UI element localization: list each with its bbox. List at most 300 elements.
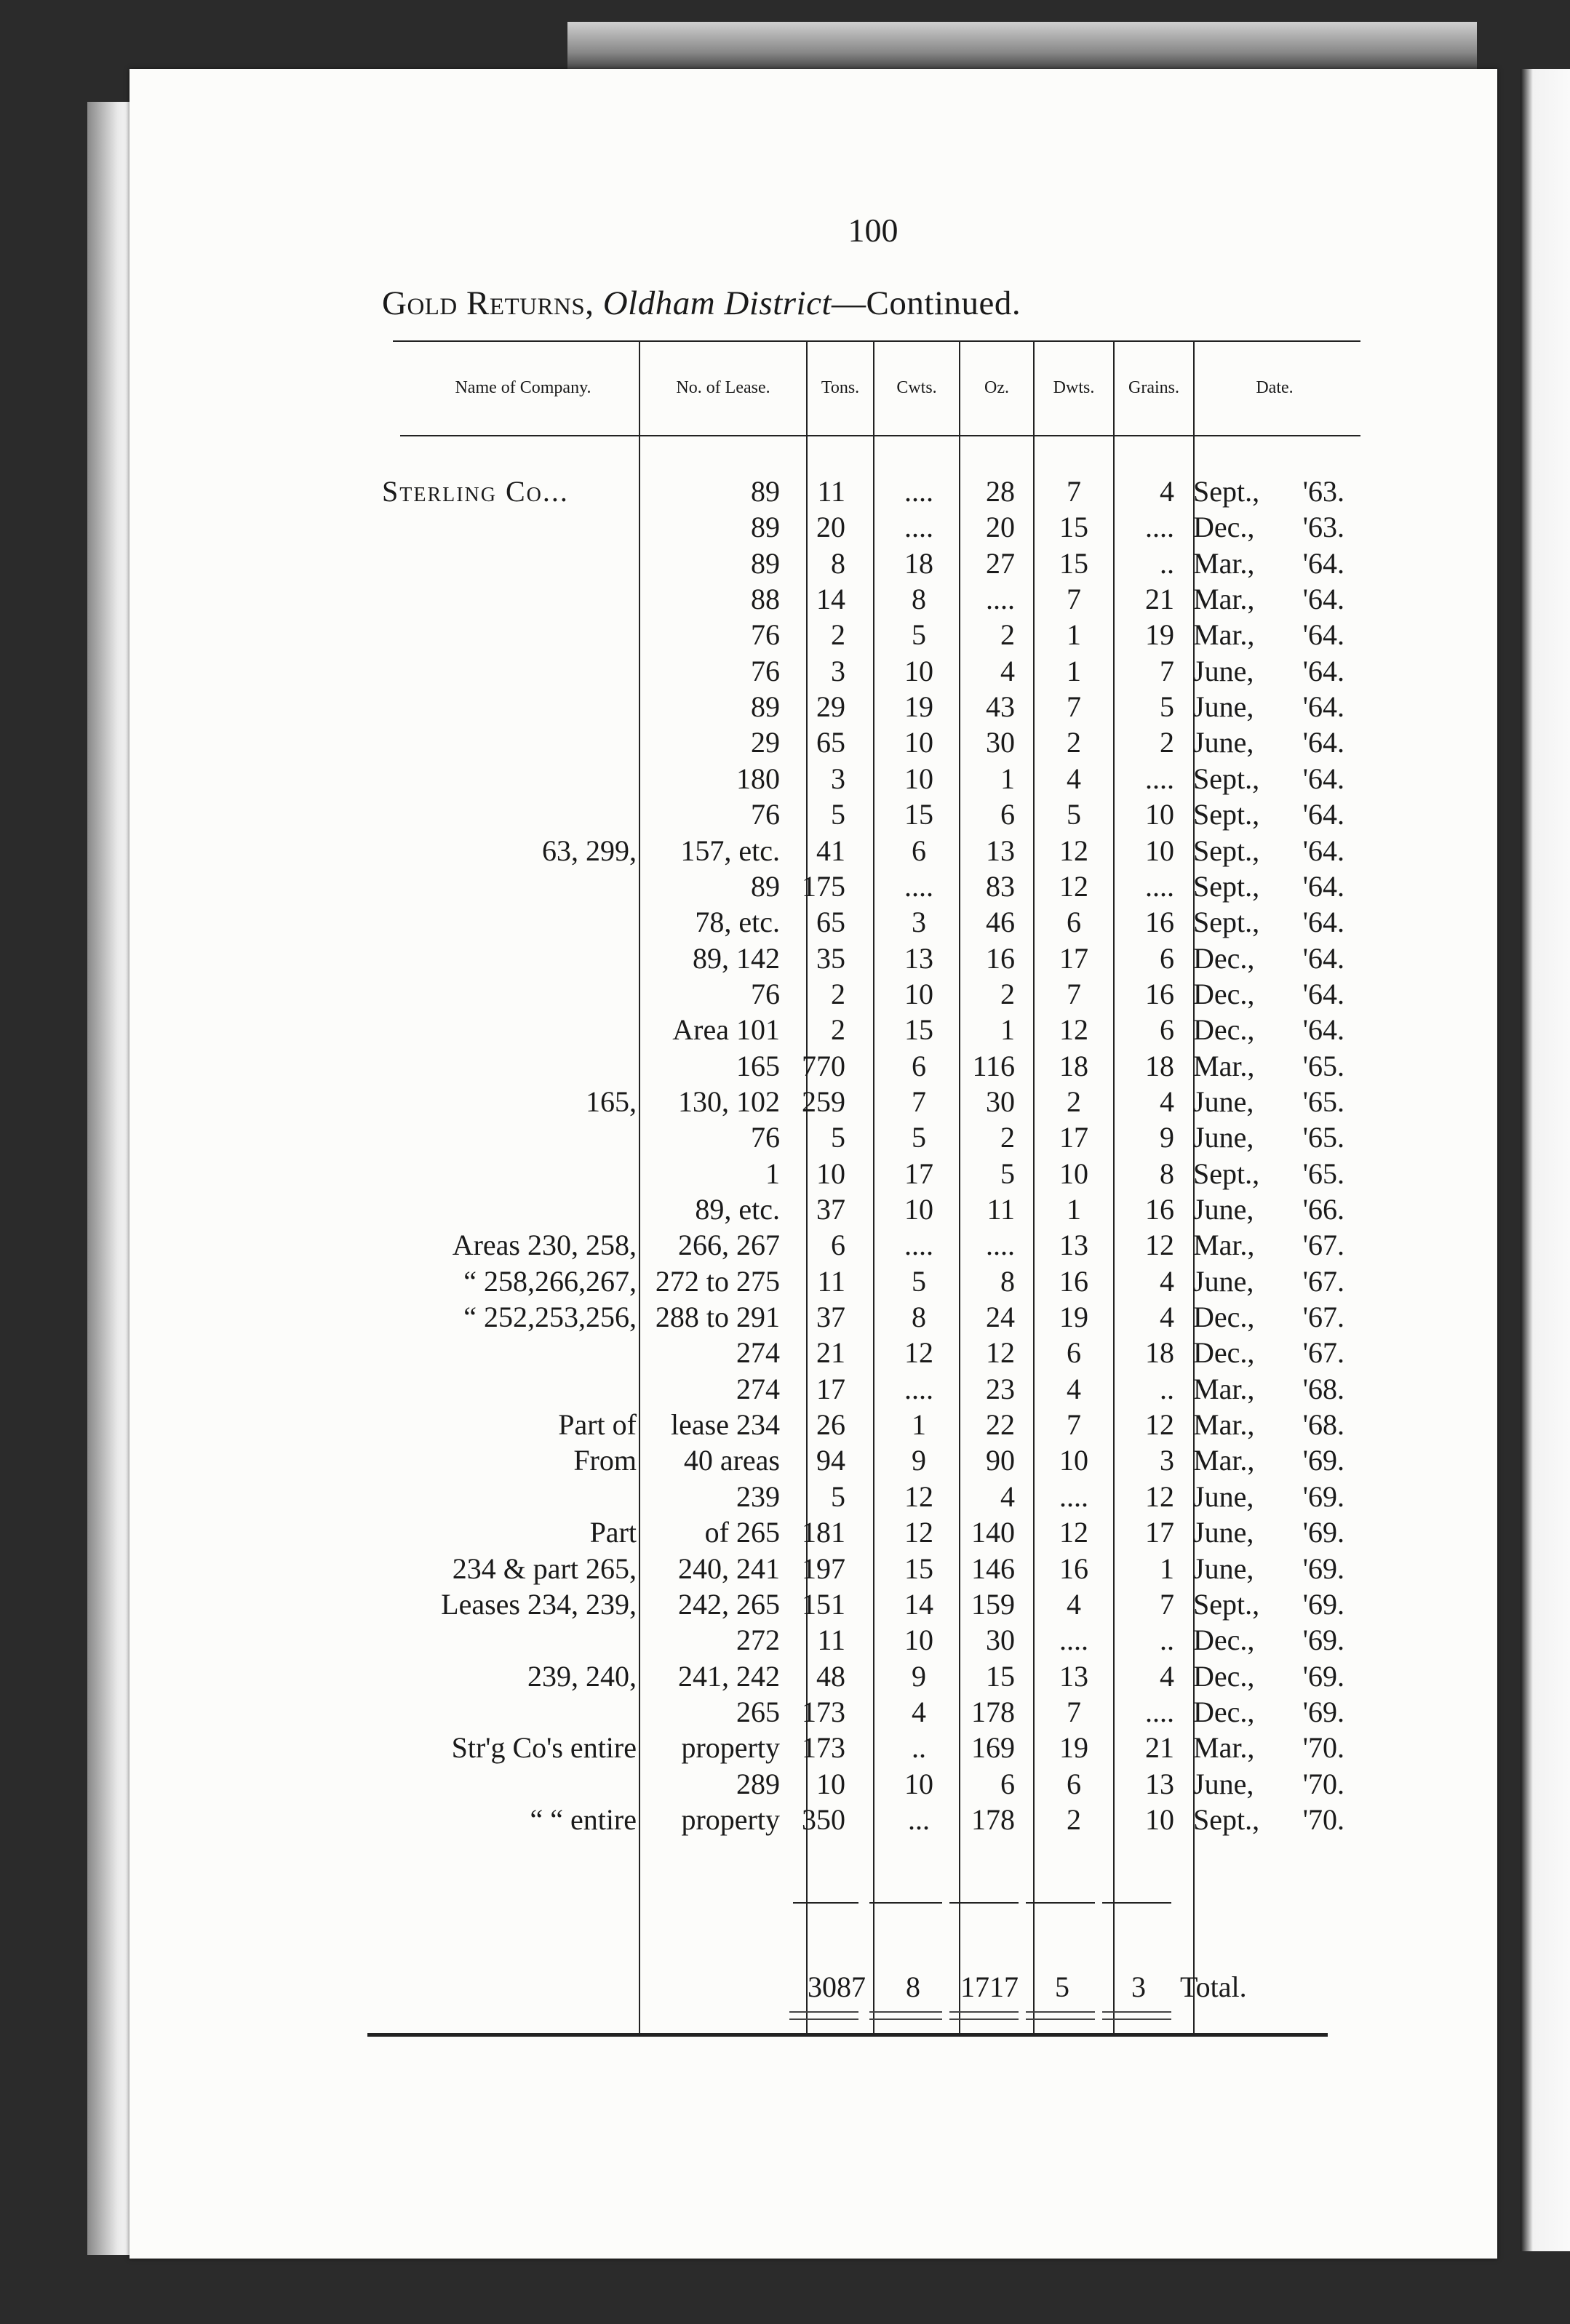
cell-tons: 11 xyxy=(817,475,845,508)
cell-cwts: 6 xyxy=(912,834,926,867)
cell-lease: 272 to 275 xyxy=(655,1264,780,1298)
cell-lease: 89, etc. xyxy=(695,1193,780,1226)
cell-cwts: 8 xyxy=(912,583,926,616)
header-bottom-rule xyxy=(400,435,1360,436)
cell-dwts: 6 xyxy=(1067,906,1081,939)
cell-oz: .... xyxy=(986,1229,1015,1262)
cell-cwts: ... xyxy=(908,1802,930,1836)
cell-oz: 13 xyxy=(986,834,1015,867)
total-label: Total. xyxy=(1180,1970,1247,2003)
cell-tons: 8 xyxy=(831,546,845,580)
cell-month: Dec., xyxy=(1193,1336,1255,1370)
cell-tons: 6 xyxy=(831,1229,845,1262)
cell-lease: 76 xyxy=(751,798,780,831)
cell-month: Mar., xyxy=(1193,1731,1255,1765)
cell-dwts: 15 xyxy=(1059,546,1088,580)
cell-cwts: 12 xyxy=(904,1516,933,1549)
cell-tons: 5 xyxy=(831,1480,845,1513)
cell-lease: 76 xyxy=(751,618,780,652)
cell-grains: 19 xyxy=(1145,618,1174,652)
cell-tons: 173 xyxy=(802,1695,845,1728)
cell-grains: 1 xyxy=(1160,1552,1174,1585)
cell-cwts: 10 xyxy=(904,1193,933,1226)
cell-grains: 17 xyxy=(1145,1516,1174,1549)
cell-grains: 9 xyxy=(1160,1121,1174,1154)
cell-oz: 30 xyxy=(986,1085,1015,1118)
cell-month: Mar., xyxy=(1193,1372,1255,1405)
cell-lease: 180 xyxy=(736,762,780,795)
cell-year: '69. xyxy=(1302,1587,1344,1621)
sum-rule xyxy=(793,1902,858,1904)
header-company: Name of Company. xyxy=(455,378,591,397)
cell-dwts: 1 xyxy=(1067,618,1081,652)
cell-year: '69. xyxy=(1302,1480,1344,1513)
cell-cwts: 10 xyxy=(904,654,933,687)
cell-grains: 12 xyxy=(1145,1480,1174,1513)
cell-year: '64. xyxy=(1302,726,1344,759)
cell-cwts: .... xyxy=(904,1229,933,1262)
page-edge xyxy=(87,102,131,2255)
cell-year: '67. xyxy=(1302,1336,1344,1370)
cell-year: '70. xyxy=(1302,1731,1344,1765)
cell-oz: 6 xyxy=(1000,1767,1015,1800)
total-dwts: 5 xyxy=(1055,1970,1069,2003)
sum-rule xyxy=(1026,1902,1095,1904)
header-tons: Tons. xyxy=(821,378,860,397)
cell-month: June, xyxy=(1193,1193,1254,1226)
cell-cwts: .... xyxy=(904,511,933,544)
cell-lease: 89 xyxy=(751,546,780,580)
cell-company: Leases 234, 239, xyxy=(441,1587,637,1621)
cell-dwts: 12 xyxy=(1059,869,1088,903)
cell-tons: 17 xyxy=(816,1372,845,1405)
cell-cwts: 10 xyxy=(904,762,933,795)
cell-year: '63. xyxy=(1302,511,1344,544)
cell-cwts: 10 xyxy=(904,977,933,1010)
total-cwts: 8 xyxy=(906,1970,920,2003)
total-double-rule xyxy=(1102,2011,1171,2020)
cell-oz: 90 xyxy=(986,1444,1015,1477)
cell-oz: 2 xyxy=(1000,618,1015,652)
cell-cwts: 12 xyxy=(904,1336,933,1370)
cell-dwts: 10 xyxy=(1059,1444,1088,1477)
cell-month: June, xyxy=(1193,1264,1254,1298)
bottom-rule xyxy=(367,2033,1328,2037)
cell-year: '69. xyxy=(1302,1695,1344,1728)
cell-year: '64. xyxy=(1302,546,1344,580)
cell-month: Sept., xyxy=(1193,798,1260,831)
cell-year: '68. xyxy=(1302,1372,1344,1405)
cell-tons: 37 xyxy=(816,1301,845,1334)
cell-grains: 7 xyxy=(1160,1587,1174,1621)
cell-lease: 157, etc. xyxy=(680,834,780,867)
cell-grains: 3 xyxy=(1160,1444,1174,1477)
cell-cwts: .... xyxy=(904,869,933,903)
cell-dwts: 13 xyxy=(1059,1659,1088,1693)
total-double-rule xyxy=(949,2011,1019,2020)
cell-month: June, xyxy=(1193,1121,1254,1154)
cell-month: Dec., xyxy=(1193,1659,1255,1693)
cell-lease: 88 xyxy=(751,583,780,616)
cell-dwts: 7 xyxy=(1067,977,1081,1010)
cell-tons: 14 xyxy=(816,583,845,616)
cell-year: '64. xyxy=(1302,798,1344,831)
cell-grains: 16 xyxy=(1145,1193,1174,1226)
cell-grains: .... xyxy=(1145,511,1174,544)
cell-lease: of 265 xyxy=(704,1516,780,1549)
cell-year: '68. xyxy=(1302,1408,1344,1442)
total-tons: 3087 xyxy=(808,1970,866,2003)
cell-dwts: 7 xyxy=(1067,583,1081,616)
cell-year: '64. xyxy=(1302,906,1344,939)
total-oz: 1717 xyxy=(960,1970,1019,2003)
cell-dwts: 16 xyxy=(1059,1552,1088,1585)
cell-dwts: 4 xyxy=(1067,1372,1081,1405)
cell-year: '67. xyxy=(1302,1264,1344,1298)
column-divider xyxy=(873,342,874,2033)
cell-company: “ 252,253,256, xyxy=(463,1301,637,1334)
cell-company: Part xyxy=(589,1516,637,1549)
cell-lease: 29 xyxy=(751,726,780,759)
cell-company: “ “ entire xyxy=(530,1802,637,1836)
page-number: 100 xyxy=(848,212,898,249)
cell-lease: 89 xyxy=(751,475,780,508)
cell-company: 165, xyxy=(586,1085,637,1118)
cell-year: '64. xyxy=(1302,941,1344,975)
header-dwts: Dwts. xyxy=(1053,378,1095,397)
cell-oz: 12 xyxy=(986,1336,1015,1370)
cell-lease: 40 areas xyxy=(683,1444,780,1477)
total-double-rule xyxy=(869,2011,942,2020)
sum-rule xyxy=(869,1902,942,1904)
cell-oz: 15 xyxy=(986,1659,1015,1693)
cell-lease: 76 xyxy=(751,1121,780,1154)
cell-cwts: 18 xyxy=(904,546,933,580)
cell-oz: 30 xyxy=(986,726,1015,759)
cell-year: '64. xyxy=(1302,762,1344,795)
cell-lease: 241, 242 xyxy=(678,1659,780,1693)
cell-lease: 289 xyxy=(736,1767,780,1800)
cell-month: Sept., xyxy=(1193,1157,1260,1190)
cell-tons: 10 xyxy=(816,1767,845,1800)
cell-tons: 65 xyxy=(816,906,845,939)
cell-year: '70. xyxy=(1302,1802,1344,1836)
cell-month: Sept., xyxy=(1193,762,1260,795)
cell-oz: 5 xyxy=(1000,1157,1015,1190)
cell-grains: .... xyxy=(1145,869,1174,903)
cell-dwts: .... xyxy=(1059,1480,1088,1513)
cell-dwts: 12 xyxy=(1059,1516,1088,1549)
cell-oz: 4 xyxy=(1000,1480,1015,1513)
cell-oz: 4 xyxy=(1000,654,1015,687)
cell-dwts: 17 xyxy=(1059,941,1088,975)
cell-grains: .... xyxy=(1145,762,1174,795)
cell-tons: 48 xyxy=(816,1659,845,1693)
cell-grains: .. xyxy=(1160,1372,1174,1405)
cell-year: '64. xyxy=(1302,977,1344,1010)
cell-company: Str'g Co's entire xyxy=(451,1731,637,1765)
cell-cwts: 10 xyxy=(904,1624,933,1657)
cell-oz: 23 xyxy=(986,1372,1015,1405)
cell-grains: 18 xyxy=(1145,1336,1174,1370)
cell-dwts: 17 xyxy=(1059,1121,1088,1154)
cell-grains: 10 xyxy=(1145,1802,1174,1836)
cell-grains: 12 xyxy=(1145,1229,1174,1262)
cell-month: Mar., xyxy=(1193,1049,1255,1082)
cell-company: Areas 230, 258, xyxy=(452,1229,637,1262)
cell-oz: 20 xyxy=(986,511,1015,544)
cell-year: '65. xyxy=(1302,1085,1344,1118)
cell-month: Dec., xyxy=(1193,1624,1255,1657)
title-prefix: Gold Returns, xyxy=(382,284,594,322)
cell-month: Sept., xyxy=(1193,1587,1260,1621)
cell-grains: 8 xyxy=(1160,1157,1174,1190)
cell-grains: 13 xyxy=(1145,1767,1174,1800)
cell-lease: 89, 142 xyxy=(693,941,780,975)
cell-month: June, xyxy=(1193,654,1254,687)
cell-grains: .. xyxy=(1160,546,1174,580)
cell-oz: 83 xyxy=(986,869,1015,903)
cell-grains: 5 xyxy=(1160,690,1174,724)
cell-cwts: 5 xyxy=(912,1121,926,1154)
cell-tons: 770 xyxy=(802,1049,845,1082)
cell-cwts: 13 xyxy=(904,941,933,975)
cell-year: '63. xyxy=(1302,475,1344,508)
cell-cwts: 5 xyxy=(912,1264,926,1298)
cell-cwts: .. xyxy=(912,1731,926,1765)
cell-cwts: 9 xyxy=(912,1659,926,1693)
cell-year: '65. xyxy=(1302,1157,1344,1190)
cell-cwts: 6 xyxy=(912,1049,926,1082)
cell-lease: 240, 241 xyxy=(678,1552,780,1585)
cell-company: Sterling Co... xyxy=(382,475,569,508)
cell-tons: 3 xyxy=(831,654,845,687)
cell-tons: 350 xyxy=(802,1802,845,1836)
cell-cwts: 10 xyxy=(904,726,933,759)
cell-dwts: 15 xyxy=(1059,511,1088,544)
cell-lease: property xyxy=(681,1802,780,1836)
cell-tons: 3 xyxy=(831,762,845,795)
cell-dwts: 1 xyxy=(1067,1193,1081,1226)
cell-grains: 16 xyxy=(1145,977,1174,1010)
cell-dwts: 7 xyxy=(1067,690,1081,724)
cell-year: '66. xyxy=(1302,1193,1344,1226)
total-grains: 3 xyxy=(1131,1970,1146,2003)
cell-tons: 151 xyxy=(802,1587,845,1621)
cell-dwts: 12 xyxy=(1059,834,1088,867)
header-grains: Grains. xyxy=(1128,378,1179,397)
cell-tons: 11 xyxy=(817,1624,845,1657)
cell-grains: 12 xyxy=(1145,1408,1174,1442)
cell-lease: 165 xyxy=(736,1049,780,1082)
cell-lease: 266, 267 xyxy=(678,1229,780,1262)
cell-month: Dec., xyxy=(1193,1013,1255,1047)
cell-dwts: 4 xyxy=(1067,1587,1081,1621)
cell-tons: 181 xyxy=(802,1516,845,1549)
cell-oz: 6 xyxy=(1000,798,1015,831)
cell-dwts: 5 xyxy=(1067,798,1081,831)
cell-lease: 272 xyxy=(736,1624,780,1657)
cell-month: Mar., xyxy=(1193,1229,1255,1262)
cell-grains: 4 xyxy=(1160,475,1174,508)
cell-month: Sept., xyxy=(1193,906,1260,939)
cell-month: Dec., xyxy=(1193,511,1255,544)
cell-year: '65. xyxy=(1302,1049,1344,1082)
cell-cwts: 10 xyxy=(904,1767,933,1800)
cell-lease: 89 xyxy=(751,690,780,724)
cell-cwts: 8 xyxy=(912,1301,926,1334)
cell-cwts: 12 xyxy=(904,1480,933,1513)
cell-tons: 10 xyxy=(816,1157,845,1190)
cell-company: 63, 299, xyxy=(542,834,637,867)
cell-oz: 2 xyxy=(1000,977,1015,1010)
cell-lease: 265 xyxy=(736,1695,780,1728)
cell-tons: 26 xyxy=(816,1408,845,1442)
cell-grains: 21 xyxy=(1145,583,1174,616)
cell-year: '64. xyxy=(1302,869,1344,903)
cell-oz: 30 xyxy=(986,1624,1015,1657)
cell-grains: 16 xyxy=(1145,906,1174,939)
cell-month: June, xyxy=(1193,1085,1254,1118)
cell-grains: 21 xyxy=(1145,1731,1174,1765)
cell-company: Part of xyxy=(558,1408,637,1442)
cell-tons: 65 xyxy=(816,726,845,759)
cell-year: '67. xyxy=(1302,1301,1344,1334)
cell-month: Dec., xyxy=(1193,1301,1255,1334)
cell-grains: 4 xyxy=(1160,1659,1174,1693)
cell-cwts: 15 xyxy=(904,798,933,831)
total-double-rule xyxy=(1026,2011,1095,2020)
cell-cwts: 5 xyxy=(912,618,926,652)
cell-year: '64. xyxy=(1302,834,1344,867)
cell-lease: lease 234 xyxy=(671,1408,780,1442)
cell-year: '64. xyxy=(1302,618,1344,652)
cell-tons: 5 xyxy=(831,798,845,831)
cell-dwts: 18 xyxy=(1059,1049,1088,1082)
cell-month: June, xyxy=(1193,1480,1254,1513)
cell-oz: 169 xyxy=(971,1731,1015,1765)
cell-dwts: 2 xyxy=(1067,1802,1081,1836)
header-cwts: Cwts. xyxy=(896,378,937,397)
total-double-rule xyxy=(789,2011,858,2020)
cell-oz: 2 xyxy=(1000,1121,1015,1154)
cell-oz: 22 xyxy=(986,1408,1015,1442)
cell-cwts: 15 xyxy=(904,1013,933,1047)
cell-cwts: 9 xyxy=(912,1444,926,1477)
next-page-edge xyxy=(1521,69,1570,2251)
cell-month: Sept., xyxy=(1193,475,1260,508)
cell-lease: 89 xyxy=(751,511,780,544)
cell-oz: .... xyxy=(986,583,1015,616)
title-suffix: —Continued. xyxy=(832,284,1021,322)
cell-year: '69. xyxy=(1302,1516,1344,1549)
cell-year: '64. xyxy=(1302,690,1344,724)
cell-lease: 242, 265 xyxy=(678,1587,780,1621)
cell-company: “ 258,266,267, xyxy=(463,1264,637,1298)
cell-year: '64. xyxy=(1302,654,1344,687)
cell-oz: 146 xyxy=(971,1552,1015,1585)
cell-dwts: 13 xyxy=(1059,1229,1088,1262)
cell-dwts: 2 xyxy=(1067,726,1081,759)
cell-year: '64. xyxy=(1302,1013,1344,1047)
title-district: Oldham District xyxy=(602,284,832,322)
cell-dwts: 7 xyxy=(1067,1408,1081,1442)
cell-month: Sept., xyxy=(1193,834,1260,867)
cell-cwts: 7 xyxy=(912,1085,926,1118)
cell-grains: 7 xyxy=(1160,654,1174,687)
cell-month: Sept., xyxy=(1193,869,1260,903)
header-top-rule xyxy=(393,340,1360,342)
cell-tons: 173 xyxy=(802,1731,845,1765)
sum-rule xyxy=(949,1902,1019,1904)
cell-lease: 76 xyxy=(751,654,780,687)
cell-oz: 159 xyxy=(971,1587,1015,1621)
cell-grains: .. xyxy=(1160,1624,1174,1657)
cell-tons: 21 xyxy=(816,1336,845,1370)
cell-lease: 130, 102 xyxy=(678,1085,780,1118)
cell-year: '69. xyxy=(1302,1624,1344,1657)
cell-tons: 37 xyxy=(816,1193,845,1226)
cell-month: Dec., xyxy=(1193,977,1255,1010)
cell-dwts: 4 xyxy=(1067,762,1081,795)
header-lease: No. of Lease. xyxy=(676,378,770,397)
cell-year: '65. xyxy=(1302,1121,1344,1154)
cell-grains: 4 xyxy=(1160,1264,1174,1298)
cell-tons: 2 xyxy=(831,977,845,1010)
cell-oz: 178 xyxy=(971,1695,1015,1728)
cell-oz: 24 xyxy=(986,1301,1015,1334)
cell-oz: 11 xyxy=(987,1193,1015,1226)
cell-grains: 6 xyxy=(1160,1013,1174,1047)
cell-lease: 78, etc. xyxy=(695,906,780,939)
cell-tons: 20 xyxy=(816,511,845,544)
cell-tons: 29 xyxy=(816,690,845,724)
cell-dwts: 6 xyxy=(1067,1336,1081,1370)
cell-cwts: 4 xyxy=(912,1695,926,1728)
cell-grains: 2 xyxy=(1160,726,1174,759)
cell-tons: 5 xyxy=(831,1121,845,1154)
cell-oz: 140 xyxy=(971,1516,1015,1549)
cell-oz: 46 xyxy=(986,906,1015,939)
cell-tons: 197 xyxy=(802,1552,845,1585)
cell-tons: 35 xyxy=(816,941,845,975)
cell-oz: 178 xyxy=(971,1802,1015,1836)
cell-year: '64. xyxy=(1302,583,1344,616)
cell-dwts: 12 xyxy=(1059,1013,1088,1047)
cell-lease: property xyxy=(681,1731,780,1765)
cell-month: June, xyxy=(1193,1552,1254,1585)
cell-lease: 89 xyxy=(751,869,780,903)
cell-dwts: 1 xyxy=(1067,654,1081,687)
cell-oz: 8 xyxy=(1000,1264,1015,1298)
cell-grains: .... xyxy=(1145,1695,1174,1728)
cell-cwts: 19 xyxy=(904,690,933,724)
cell-cwts: .... xyxy=(904,1372,933,1405)
cell-lease: 274 xyxy=(736,1372,780,1405)
header-oz: Oz. xyxy=(984,378,1009,397)
cell-dwts: .... xyxy=(1059,1624,1088,1657)
cell-cwts: 17 xyxy=(904,1157,933,1190)
cell-dwts: 2 xyxy=(1067,1085,1081,1118)
cell-month: June, xyxy=(1193,690,1254,724)
cell-company: 239, 240, xyxy=(527,1659,637,1693)
cell-year: '70. xyxy=(1302,1767,1344,1800)
cell-grains: 10 xyxy=(1145,834,1174,867)
cell-month: Mar., xyxy=(1193,583,1255,616)
scan-shadow-top xyxy=(567,22,1477,73)
cell-oz: 27 xyxy=(986,546,1015,580)
cell-oz: 16 xyxy=(986,941,1015,975)
